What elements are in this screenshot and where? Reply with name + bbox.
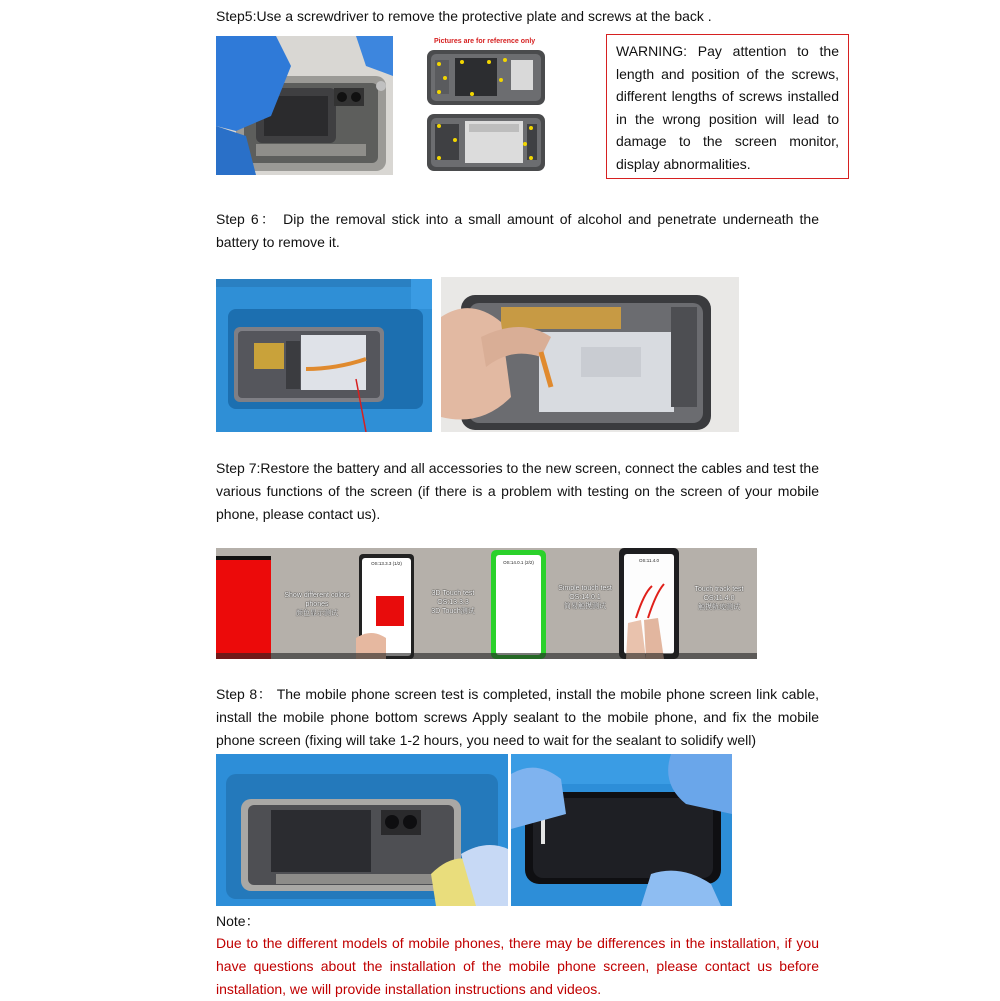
panel4-caption-cn: 触摸轨迹测试 bbox=[698, 604, 740, 611]
step6-photo-removing-battery bbox=[441, 277, 739, 432]
step5-photo-art bbox=[216, 36, 393, 175]
panel1-caption-en: Show different colors phones bbox=[284, 592, 350, 608]
step8-photo-sealant-art bbox=[216, 754, 508, 906]
panel3-caption-os: OS:14.0.1 bbox=[569, 594, 601, 601]
panel2-caption-en: 3D Touch test bbox=[431, 590, 475, 597]
panel3-caption-cn: 简易触摸测试 bbox=[564, 603, 606, 610]
reference-diagram-top bbox=[427, 50, 545, 105]
panel4-caption-en: Touch track test bbox=[694, 586, 744, 593]
step8-heading: Step 8： The mobile phone screen test is completed, install the mobile phone screen link cable, install the mobile phone bottom screws Apply sealant to the mobile phone, and fix the mobile phone screen (fixing will take 1-2 hours, you need to wait for the sealant to solidify well) bbox=[216, 686, 819, 748]
panel3-caption bbox=[550, 584, 620, 611]
step6-photo-battery-mat-art bbox=[216, 279, 432, 432]
warning-box bbox=[606, 34, 849, 179]
panel3-status: OS:14.0.1 (2/2) bbox=[503, 560, 534, 565]
panel3-caption-en: Simple touch test bbox=[558, 585, 612, 592]
panel4-caption bbox=[683, 585, 755, 612]
panel2-caption bbox=[416, 589, 490, 616]
step8-photo-fixing-screen-art bbox=[511, 754, 732, 906]
warning-text: WARNING: Pay attention to the length and position of the screws, different lengths of screws installed in the wrong position will lead to damage to the screen monitor, display abnormalities. bbox=[616, 43, 839, 172]
reference-diagram-bottom-art bbox=[427, 114, 545, 171]
step5-heading: Step5:Use a screwdriver to remove the protective plate and screws at the back . bbox=[216, 8, 712, 24]
step8-photo-sealant bbox=[216, 754, 508, 906]
panel1-caption-cn: 颜色显示测试 bbox=[296, 610, 338, 617]
reference-diagram-top-art bbox=[427, 50, 545, 105]
step6-photo-battery-mat bbox=[216, 279, 432, 432]
step6-heading: Step 6： Dip the removal stick into a small amount of alcohol and penetrate underneath the battery to remove it. bbox=[216, 211, 819, 250]
panel2-status: OS:13.3.3 (1/2) bbox=[371, 561, 402, 566]
reference-diagram-bottom bbox=[427, 114, 545, 171]
note-title: Note： bbox=[216, 913, 260, 929]
panel4-caption-os: OS:11.4.0 bbox=[703, 595, 735, 602]
panel2-caption-os: OS:13.3.3 bbox=[437, 599, 469, 606]
screen-test-strip bbox=[216, 548, 757, 659]
panel2-caption-cn: 3D Touch测试 bbox=[431, 608, 475, 615]
reference-label: Pictures are for reference only bbox=[434, 38, 536, 45]
step5-photo-remove-plate bbox=[216, 36, 393, 175]
note-text: Due to the different models of mobile phones, there may be differences in the installation, if you have questions about the installation of the mobile phone screen, please contact us before installation, we will provide installation instructions and videos. bbox=[216, 935, 819, 997]
step8-photo-fixing-screen bbox=[511, 754, 732, 906]
step6-photo-removing-battery-art bbox=[441, 277, 739, 432]
step7-heading: Step 7:Restore the battery and all accessories to the new screen, connect the cables and test the various functions of the screen (if there is a problem with testing on the screen of your mobile phone, please contact us). bbox=[216, 460, 819, 522]
panel1-caption bbox=[276, 591, 358, 618]
panel4-status: OS:11.4.0 bbox=[639, 558, 659, 563]
